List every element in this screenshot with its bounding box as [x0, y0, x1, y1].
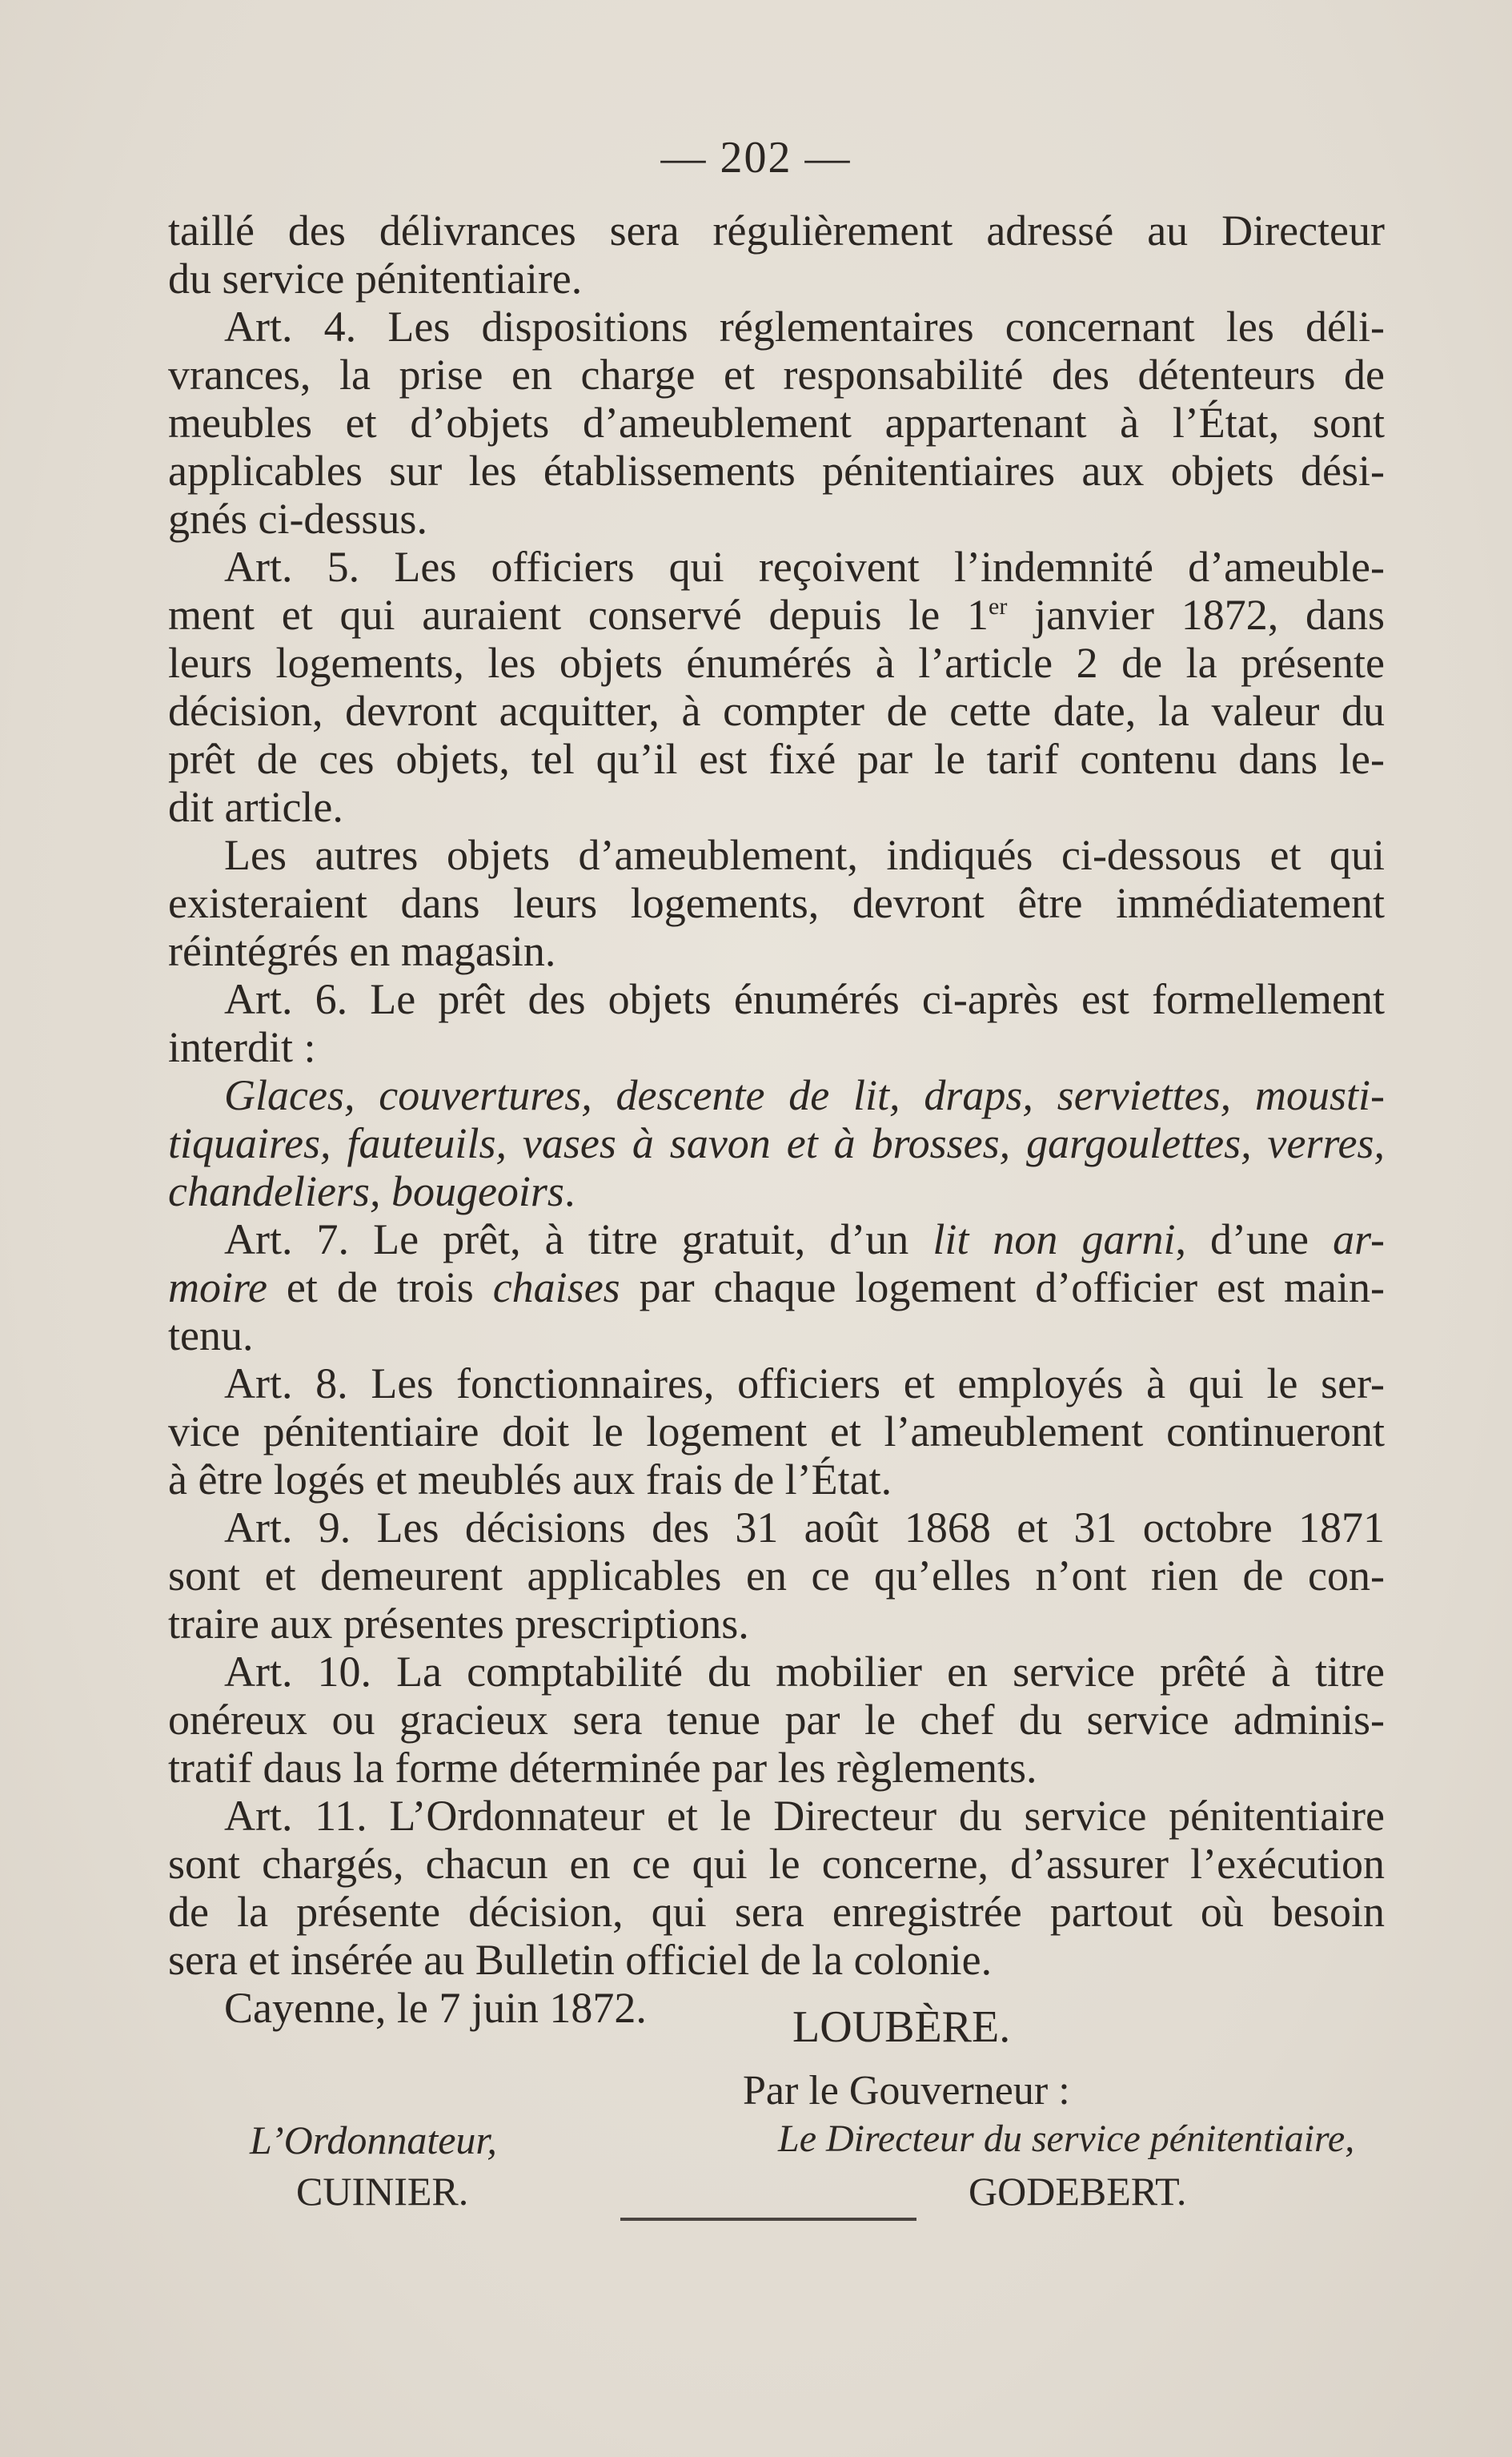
text-run: et de trois — [267, 1263, 493, 1311]
text-line: réintégrés en magasin. — [168, 927, 556, 975]
text-line: Cayenne, le 7 juin 1872. — [224, 1984, 647, 2032]
text-line: tratif daus la forme déterminée par les règlements. — [168, 1744, 1037, 1792]
italic-run: chaises — [492, 1263, 620, 1311]
text-line: Art. 8. Les fonctionnaires, officiers et employés à qui le ser- — [224, 1359, 1385, 1407]
text-line: tenu. — [168, 1311, 254, 1359]
text-line: Art. 4. Les dispositions réglementaires concernant les déli- — [224, 303, 1385, 351]
text-line — [168, 1263, 1385, 1311]
italic-run: chandeliers, bougeoirs — [168, 1167, 564, 1215]
text-run: Art. 7. Le prêt, à titre gratuit, d’un — [224, 1215, 933, 1263]
text-line: Les autres objets d’ameublement, indiqués ci-dessous et qui — [224, 831, 1385, 879]
text-line: sont chargés, chacun en ce qui le concerne, d’assurer l’exécution — [168, 1840, 1385, 1888]
text-line — [168, 1071, 1385, 1119]
text-line: applicables sur les établissements pénitentiaires aux objets dési- — [168, 447, 1385, 495]
text-line: Art. 5. Les officiers qui reçoivent l’indemnité d’ameuble- — [224, 543, 1385, 591]
text-line: prêt de ces objets, tel qu’il est fixé par le tarif contenu dans le- — [168, 735, 1385, 783]
italic-run: tiquaires, fauteuils, vases à savon et à brosses, gargoulettes, verres, — [168, 1119, 1385, 1167]
text-line: vrances, la prise en charge et responsabilité des détenteurs de — [168, 351, 1385, 399]
signature-director-name: GODEBERT. — [969, 2169, 1187, 2214]
body-text — [168, 207, 1385, 2032]
text-line: décision, devront acquitter, à compter de cette date, la valeur du — [168, 687, 1385, 735]
superscript: er — [989, 593, 1008, 620]
signature-ordonnateur-name: CUINIER. — [296, 2169, 469, 2214]
text-line: onéreux ou gracieux sera tenue par le chef du service adminis- — [168, 1696, 1385, 1744]
text-run: par chaque logement d’officier est main- — [620, 1263, 1385, 1311]
closing-rule — [620, 2218, 916, 2221]
text-line: Art. 6. Le prêt des objets énumérés ci-après est formellement — [224, 975, 1385, 1023]
text-line: dit article. — [168, 783, 343, 831]
text-line: Art. 11. L’Ordonnateur et le Directeur du service pénitentiaire — [224, 1792, 1385, 1840]
text-line — [168, 591, 1385, 639]
italic-run: Glaces, couvertures, descente de lit, draps, serviettes, mousti- — [224, 1071, 1385, 1119]
text-line — [168, 1167, 1385, 1215]
text-line: gnés ci-dessus. — [168, 495, 427, 543]
text-run: ment et qui auraient conservé depuis le 1 — [168, 591, 989, 639]
text-line: Art. 9. Les décisions des 31 août 1868 et 31 octobre 1871 — [224, 1504, 1385, 1552]
signature-ordonnateur-title: L’Ordonnateur, — [250, 2118, 497, 2162]
signature-director-title: Le Directeur du service pénitentiaire, — [778, 2118, 1355, 2160]
page-number: — 202 — — [660, 133, 852, 183]
italic-run: moire — [168, 1263, 267, 1311]
text-run: janvier 1872, dans — [1007, 591, 1385, 639]
italic-run: ar- — [1333, 1215, 1385, 1263]
text-run: . — [563, 1167, 576, 1215]
text-line: de la présente décision, qui sera enregistrée partout où besoin — [168, 1888, 1385, 1936]
text-line: leurs logements, les objets énumérés à l’article 2 de la présente — [168, 639, 1385, 687]
text-line: existeraient dans leurs logements, devront être immédiatement — [168, 879, 1385, 927]
text-line: interdit : — [168, 1023, 316, 1071]
text-line: meubles et d’objets d’ameublement appartenant à l’État, sont — [168, 399, 1385, 447]
text-line — [168, 1119, 1385, 1167]
text-run: , d’une — [1175, 1215, 1334, 1263]
italic-run: lit non garni — [932, 1215, 1176, 1263]
signature-governor: LOUBÈRE. — [792, 2002, 1011, 2052]
text-line: Art. 10. La comptabilité du mobilier en service prêté à titre — [224, 1648, 1385, 1696]
text-line: sont et demeurent applicables en ce qu’elles n’ont rien de con- — [168, 1552, 1385, 1600]
text-line: du service pénitentiaire. — [168, 255, 583, 303]
signature-by-governor: Par le Gouverneur : — [743, 2068, 1070, 2114]
text-line: taillé des délivrances sera régulièrement adressé au Directeur — [168, 207, 1385, 255]
text-line: vice pénitentiaire doit le logement et l’ameublement continueront — [168, 1407, 1385, 1455]
text-line: à être logés et meublés aux frais de l’État. — [168, 1455, 892, 1504]
text-line: traire aux présentes prescriptions. — [168, 1600, 749, 1648]
text-line — [168, 1215, 1385, 1263]
text-line: sera et insérée au Bulletin officiel de la colonie. — [168, 1936, 993, 1984]
